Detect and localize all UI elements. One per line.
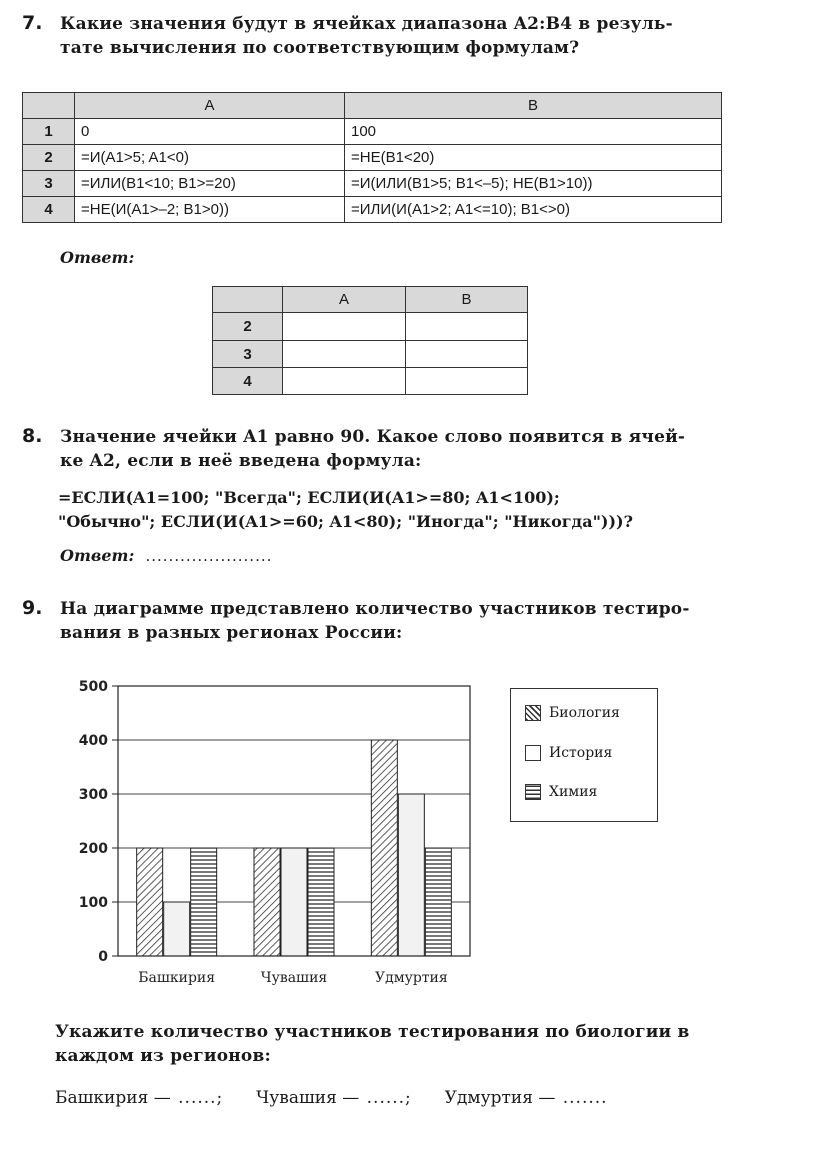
answer-cell-b2[interactable] (406, 313, 528, 341)
row-header: 4 (213, 368, 283, 395)
row-header: 3 (23, 171, 75, 197)
cell-b3: =И(ИЛИ(B1>5; B1<–5); НЕ(B1>10)) (345, 171, 722, 197)
answer-cell-b4[interactable] (406, 368, 528, 395)
q8-formula-line1: =ЕСЛИ(A1=100; "Всегда"; ЕСЛИ(И(A1>=80; A1<100); (58, 488, 560, 507)
bar (164, 902, 190, 956)
table-row (213, 341, 528, 368)
x-tick-label: Башкирия (138, 970, 216, 986)
bar (371, 740, 397, 956)
q7-text (60, 12, 760, 60)
table-header-row (213, 287, 528, 313)
cell-b2: =НЕ(B1<20) (345, 145, 722, 171)
answer-cell-a4[interactable] (283, 368, 406, 395)
corner-cell (23, 93, 75, 119)
legend-label: Биология (549, 705, 620, 721)
q7-answer-table (212, 286, 528, 395)
col-header-a: A (283, 287, 406, 313)
q7-formula-table (22, 92, 722, 223)
answer-blank-udmurtia[interactable]: — ....... (538, 1088, 608, 1108)
table-header-row (23, 93, 722, 119)
legend-swatch-white (525, 745, 541, 761)
legend-swatch-striped (525, 784, 541, 800)
legend-item-biology (525, 705, 620, 721)
table-row (23, 197, 722, 223)
legend-item-history (525, 745, 612, 761)
x-tick-labels (138, 970, 448, 986)
table-row (23, 171, 722, 197)
bar (308, 848, 334, 956)
legend-label: Химия (549, 784, 598, 800)
table-row (23, 145, 722, 171)
cell-a4: =НЕ(И(A1>–2; B1>0)) (75, 197, 345, 223)
corner-cell (213, 287, 283, 313)
bar (254, 848, 280, 956)
q8-text (60, 425, 760, 473)
answer-cell-a2[interactable] (283, 313, 406, 341)
q9-task (55, 1020, 775, 1068)
table-row (213, 313, 528, 341)
row-header: 4 (23, 197, 75, 223)
cell-a2: =И(A1>5; A1<0) (75, 145, 345, 171)
answer-region: Башкирия (55, 1088, 149, 1108)
y-tick-label: 300 (78, 787, 108, 803)
x-tick-label: Удмуртия (374, 970, 448, 986)
q8-answer-label: Ответ: (60, 546, 135, 565)
bar-chart (60, 670, 490, 1000)
legend-swatch-hatched (525, 705, 541, 721)
y-tick-label: 0 (98, 949, 108, 965)
bar (281, 848, 307, 956)
table-row (23, 119, 722, 145)
q9-task-line1: Укажите количество участников тестирования по биологии в (55, 1022, 690, 1042)
answer-region: Чувашия (256, 1088, 337, 1108)
col-header-a: A (75, 93, 345, 119)
bar (191, 848, 217, 956)
q9-text (60, 597, 760, 645)
q8-text-line1: Значение ячейки A1 равно 90. Какое слово появится в ячей- (60, 427, 686, 447)
row-header: 2 (213, 313, 283, 341)
y-tick-label: 100 (78, 895, 108, 911)
q9-answers (55, 1088, 775, 1108)
y-tick-label: 200 (78, 841, 108, 857)
q7-text-line1: Какие значения будут в ячейках диапазона A2:B4 в резуль- (60, 14, 673, 34)
q8-formula (58, 486, 778, 534)
legend-label: История (549, 745, 613, 761)
q8-text-line2: ке A2, если в неё введена формула: (60, 451, 422, 471)
x-tick-label: Чувашия (260, 970, 328, 986)
q9-number: 9. (22, 597, 43, 619)
col-header-b: B (345, 93, 722, 119)
q8-answer (60, 546, 272, 565)
bar (398, 794, 424, 956)
col-header-b: B (406, 287, 528, 313)
chart-legend (510, 688, 658, 822)
q7-answer-label: Ответ: (60, 248, 135, 267)
q7-text-line2: тате вычисления по соответствующим формулам? (60, 38, 580, 58)
cell-b1: 100 (345, 119, 722, 145)
cell-a3: =ИЛИ(B1<10; B1>=20) (75, 171, 345, 197)
q7-number: 7. (22, 12, 43, 34)
y-tick-labels (79, 679, 108, 965)
cell-a1: 0 (75, 119, 345, 145)
bar (425, 848, 451, 956)
bar (137, 848, 163, 956)
y-tick-label: 400 (78, 733, 108, 749)
q8-formula-line2: "Обычно"; ЕСЛИ(И(A1>=60; A1<80); "Иногда"; "Никогда")))? (58, 512, 633, 531)
answer-cell-a3[interactable] (283, 341, 406, 368)
answer-region: Удмуртия (444, 1088, 533, 1108)
q8-number: 8. (22, 425, 43, 447)
answer-blank-bashkiria[interactable]: — ......; (153, 1088, 224, 1108)
row-header: 2 (23, 145, 75, 171)
row-header: 1 (23, 119, 75, 145)
q8-answer-blank[interactable]: ...................... (145, 547, 273, 565)
q9-text-line2: вания в разных регионах России: (60, 623, 403, 643)
legend-item-chemistry (525, 784, 597, 800)
q9-task-line2: каждом из регионов: (55, 1046, 271, 1066)
answer-cell-b3[interactable] (406, 341, 528, 368)
answer-blank-chuvashia[interactable]: — ......; (342, 1088, 412, 1108)
cell-b4: =ИЛИ(И(A1>2; A1<=10); B1<>0) (345, 197, 722, 223)
q9-text-line1: На диаграмме представлено количество участников тестиро- (60, 599, 690, 619)
y-tick-label: 500 (78, 679, 108, 695)
row-header: 3 (213, 341, 283, 368)
table-row (213, 368, 528, 395)
